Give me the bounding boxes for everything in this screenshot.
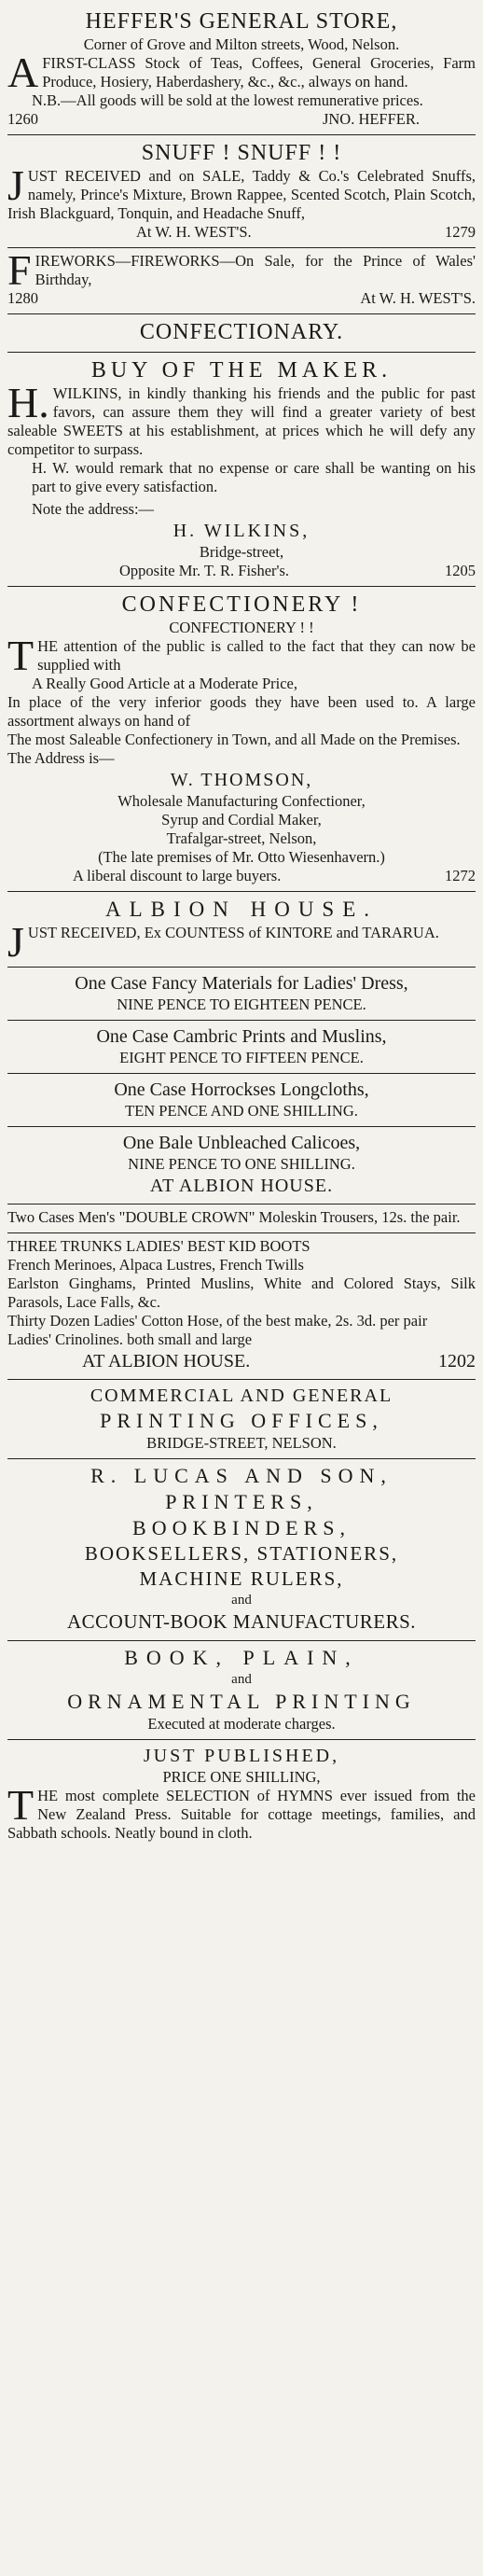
heffer-note: N.B.—All goods will be sold at the lowest remunerative prices. (32, 91, 423, 109)
wilkins-subtitle: BUY OF THE MAKER. (90, 358, 393, 383)
albion-item-1-price: NINE PENCE TO EIGHTEEN PENCE. (117, 996, 366, 1013)
printing-trade-2: BOOKBINDERS, (132, 1516, 351, 1539)
printing-trade-1: PRINTERS, (165, 1490, 318, 1513)
thomson-body: HE attention of the public is called to the fact that they can now be supplied with (37, 637, 476, 674)
albion-item-2 (7, 1021, 476, 1073)
thomson-line2: In place of the very inferior goods they have been used to. A large assortment always on hand of (7, 693, 476, 730)
albion-item-1 (7, 968, 476, 1020)
albion-ad (7, 892, 476, 967)
heffer-ad (7, 4, 476, 134)
printing-services (7, 1459, 476, 1640)
snuff-title: SNUFF ! SNUFF ! ! (141, 141, 342, 165)
printing-and-2: and (231, 1672, 252, 1687)
printing-firm: R. LUCAS AND SON, (90, 1464, 393, 1487)
wilkins-title: CONFECTIONARY. (139, 320, 344, 344)
wilkins-opposite: Opposite Mr. T. R. Fisher's. (119, 562, 290, 579)
thomson-subtitle: CONFECTIONERY ! ! (169, 619, 314, 636)
albion-item-1-name: One Case Fancy Materials for Ladies' Dress, (75, 973, 408, 994)
thomson-dropcap: T (7, 632, 34, 679)
albion-item-3-price: TEN PENCE AND ONE SHILLING. (125, 1102, 358, 1120)
snuff-dropcap: J (7, 161, 24, 209)
fireworks-ad (7, 248, 476, 313)
thomson-ad (7, 587, 476, 891)
printing-title-1: COMMERCIAL AND GENERAL (90, 1385, 393, 1406)
printing-trade-5: ACCOUNT-BOOK MANUFACTURERS. (66, 1610, 417, 1633)
albion-ad-number: 1202 (438, 1351, 476, 1372)
albion-trousers-text: Two Cases Men's "DOUBLE CROWN" Moleskin Trousers, 12s. the pair. (7, 1208, 461, 1226)
albion-boots-line4: Ladies' Crinolines. both small and large (7, 1330, 253, 1348)
printing-ad (7, 1380, 476, 1458)
wilkins-ad-body (7, 353, 476, 586)
wilkins-ad (7, 314, 476, 352)
printing-title-2: PRINTING OFFICES, (100, 1409, 383, 1432)
printing-trade-6: BOOK, PLAIN, (124, 1646, 359, 1669)
thomson-detail1: Wholesale Manufacturing Confectioner, (117, 792, 366, 810)
hymns-title: JUST PUBLISHED, (143, 1746, 340, 1766)
snuff-ad-number: 1279 (445, 223, 476, 241)
thomson-title: CONFECTIONERY ! (121, 592, 362, 617)
printing-street: BRIDGE-STREET, NELSON. (146, 1434, 337, 1452)
fireworks-body: IREWORKS—FIREWORKS—On Sale, for the Prince of Wales' Birthday, (34, 252, 476, 288)
thomson-discount: A liberal discount to large buyers. (73, 867, 282, 884)
albion-item-4 (7, 1127, 476, 1204)
albion-boots-title: THREE TRUNKS LADIES' BEST KID BOOTS (7, 1237, 310, 1255)
albion-at-1: AT ALBION HOUSE. (149, 1176, 334, 1196)
albion-item-2-price: EIGHT PENCE TO FIFTEEN PENCE. (119, 1049, 364, 1066)
wilkins-street: Bridge-street, (199, 543, 284, 561)
wilkins-dropcap: H. (7, 379, 49, 426)
printing-trade-4: MACHINE RULERS, (139, 1567, 344, 1590)
fireworks-ad-number: 1280 (7, 289, 38, 307)
thomson-detail3: Trafalgar-street, Nelson, (166, 829, 317, 847)
printing-executed: Executed at moderate charges. (147, 1715, 336, 1733)
thomson-line3: The most Saleable Confectionery in Town, and all Made on the Premises. (7, 731, 461, 748)
fireworks-at: At W. H. WEST'S. (360, 289, 476, 307)
albion-item-2-name: One Case Cambric Prints and Muslins, (96, 1026, 387, 1047)
albion-boots (7, 1233, 476, 1379)
albion-intro: UST RECEIVED, Ex COUNTESS of KINTORE and TARARUA. (27, 924, 439, 941)
albion-trousers (7, 1204, 476, 1232)
albion-boots-line2: Earlston Ginghams, Printed Muslins, White and Colored Stays, Silk Parasols, Lace Falls, &c. (7, 1274, 476, 1311)
hymns-ad (7, 1740, 476, 1848)
albion-item-4-price: NINE PENCE TO ONE SHILLING. (128, 1155, 355, 1173)
heffer-ad-number: 1260 (7, 110, 38, 128)
snuff-body: UST RECEIVED and on SALE, Taddy & Co.'s Celebrated Snuffs, namely, Prince's Mixture, Brown Rappee, Scented Scotch, Plain Scotch, Irish Blackguard, Tonquin, and Headache Snuff, (7, 167, 476, 222)
albion-boots-line3: Thirty Dozen Ladies' Cotton Hose, of the best make, 2s. 3d. per pair (7, 1312, 428, 1330)
heffer-dropcap: A (7, 49, 39, 96)
wilkins-note: Note the address:— (32, 500, 155, 518)
heffer-title: HEFFER'S GENERAL STORE, (85, 9, 398, 34)
albion-item-3 (7, 1074, 476, 1126)
albion-dropcap: J (7, 918, 24, 966)
printing-and-1: and (231, 1593, 252, 1608)
wilkins-body: WILKINS, in kindly thanking his friends and the public for past favors, can assure them they will find a greater variety of best saleable SWEETS at his establishment, at prices which he will defy any competitor to surpass. (7, 384, 476, 458)
wilkins-para2: H. W. would remark that no expense or care shall be wanting on his part to give every satisfaction. (32, 459, 476, 495)
hymns-dropcap: T (7, 1781, 34, 1829)
heffer-body: FIRST-CLASS Stock of Teas, Coffees, General Groceries, Farm Produce, Hosiery, Haberdashery, &c., &c., always on hand. (42, 54, 476, 91)
albion-item-4-name: One Bale Unbleached Calicoes, (122, 1133, 361, 1153)
hymns-body: HE most complete SELECTION of HYMNS ever issued from the New Zealand Press. Suitable for cottage meetings, families, and Sabbath schools. Neatly bound in cloth. (7, 1787, 476, 1842)
snuff-ad (7, 135, 476, 247)
wilkins-name: H. WILKINS, (172, 521, 310, 541)
printing-trade-3: BOOKSELLERS, STATIONERS, (84, 1542, 399, 1565)
albion-title: ALBION HOUSE. (104, 898, 379, 921)
albion-at-2: AT ALBION HOUSE. (82, 1351, 251, 1372)
thomson-ad-number: 1272 (445, 867, 476, 884)
hymns-price: PRICE ONE SHILLING, (162, 1768, 321, 1786)
thomson-address-label: The Address is— (7, 749, 115, 767)
thomson-name: W. THOMSON, (170, 770, 313, 790)
snuff-at: At W. H. WEST'S. (136, 223, 252, 241)
fireworks-dropcap: F (7, 246, 32, 294)
printing-book (7, 1641, 476, 1739)
wilkins-ad-number: 1205 (445, 562, 476, 579)
thomson-line1: A Really Good Article at a Moderate Price, (32, 675, 297, 692)
heffer-address: Corner of Grove and Milton streets, Wood, Nelson. (83, 35, 400, 53)
heffer-signature: JNO. HEFFER. (322, 110, 420, 128)
albion-item-3-name: One Case Horrockses Longcloths, (114, 1079, 369, 1100)
albion-boots-line1: French Merinoes, Alpaca Lustres, French Twills (7, 1256, 304, 1274)
thomson-detail2: Syrup and Cordial Maker, (161, 811, 322, 828)
printing-trade-7: ORNAMENTAL PRINTING (67, 1690, 416, 1713)
thomson-detail4: (The late premises of Mr. Otto Wiesenhavern.) (98, 848, 385, 866)
